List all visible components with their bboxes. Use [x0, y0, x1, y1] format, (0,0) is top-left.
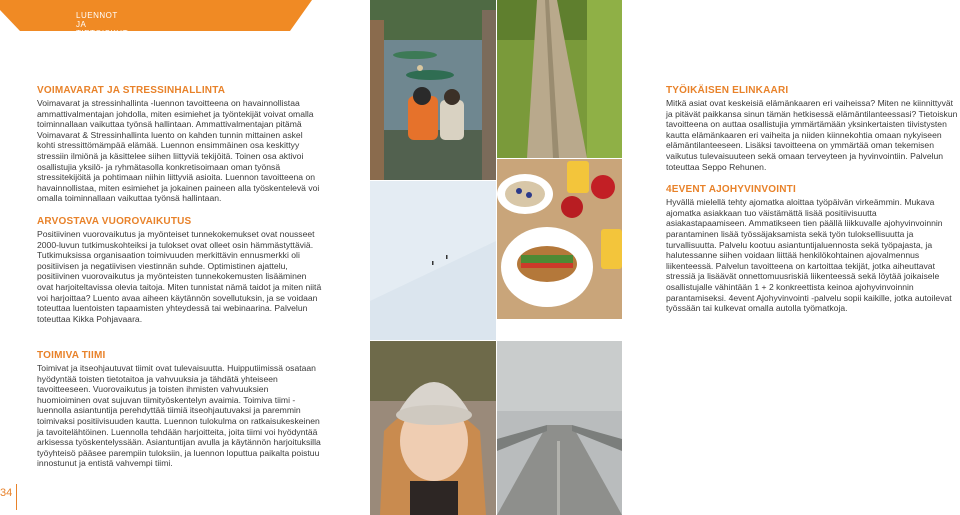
photo-country-road — [497, 0, 622, 158]
banner-shape — [0, 0, 312, 32]
section-elinkaari — [666, 85, 958, 172]
photo-breakfast — [497, 159, 622, 319]
section-body: Toimivat ja itseohjautuvat tiimit ovat tulevaisuutta. Huipputiimissä osataan hyödyntää toisten tietotaitoa ja vahvuuksia ja tähdätä yhteiseen tavoitteeseen. Vuorovaikutus ja toisten ihmisten vahvuuksien huomioiminen ovat sujuvan tiimityöskentelyn avaimia. Toimiva tiimi -luennolla asiantuntija perehdyttää tiimiä itseohjautuvaksi ja paremmin toimivaksi positiivisuuden kautta. Luennon tulokulma on ratkaisukeskeinen ja tavoitelähtöinen. Luennolla tehdään harjoitteita, joita tiimi voi hyödyntää arkisessa työskentelyssään. Asiantuntijan avulla ja käytännön harjoituksilla työyhteisö pääsee parempiin tuloksiin, ja luennon loputtua paikalta poistuu innostunut ja entistä vahvempi tiimi. — [37, 363, 321, 469]
section-voimavarat — [37, 85, 322, 204]
right-column — [666, 85, 958, 325]
photo-canoeing — [370, 0, 496, 180]
section-arvostava — [37, 216, 322, 324]
section-body: Mitkä asiat ovat keskeisiä elämänkaaren eri vaiheissa? Miten ne kiinnittyvät ja pitävät paikkansa sinun tämän hetkisessä elämäntilanteessasi? Tietoiskun tavoitteena on auttaa osallistujia ymmärtämään yksinkertaisten tiivistysten kautta elämänkaaren eri vaiheita ja niiden kiinnekohtia omaan nykyiseen elämäntilanteeseen. Lisäksi tavoitteena on ymmärtää oman tekemisen vaikutus tulevaisuuteen sekä omaan terveyteen ja hyvinvointiin. Palvelun toteuttaa Seppo Rehunen. — [666, 98, 958, 172]
page-number-rule — [16, 484, 17, 510]
left-column — [37, 85, 322, 335]
banner-label: LUENNOT JA TIETOISKUT — [76, 11, 128, 38]
section-body: Voimavarat ja stressinhallinta -luennon tavoitteena on havainnollistaa ammattivalmentajan johdolla, miten esimiehet ja työntekijät voivat omalla toiminnallaan vaikuttaa työnsä hallintaan. Ammattivalmentajan pitämä Voimavarat & Stressinhallinta luento on kahden tunnin mittainen askel kohti stressittömämpää elämää. Luennon ensimmäinen osa keskittyy stressiin ilmiönä ja käsittelee siihen liittyviä tekijöitä. Toinen osa aktivoi osallistujia yksilö- ja ryhmätasolla konkretisoimaan oman työnsä stressitekijöitä ja pohtimaan niihin liittyviä asioita. Luennon tavoitteena on havainnollistaa, miten esimiehet ja jokainen paineen alla työskentelevä voi omalla toiminnallaan vaikuttaa työnsä hallintaan. — [37, 98, 320, 204]
section-title: TYÖIKÄISEN ELINKAARI — [666, 85, 789, 96]
section-body: Hyvällä mielellä tehty ajomatka aloittaa työpäivän virkeämmin. Mukava ajomatka asiakkaan tuo väistämättä lisää positiivisuutta asiakastapaamiseen. Ammatikseen tien päällä liikkuvalle ajohyvinvoinnin parantaminen lisää työssäjaksamista sekä työn tuloksellisuutta ja turvallisuutta. Palvelu kootuu asiantuntijaluennosta sekä työpajasta, ja halutessanne siihen voidaan liittää henkilökohtainen ajovalmennus liikenteessä. Palvelun tavoitteena on kartoittaa tekijät, jotka aiheuttavat stressiä ja lisäävät onnettomuusriskiä liikenteessä sekä löytää joikaisele osallistujalle vähintään 1 + 2 konkreettista keinoa ajohyvinvoinnin parantamiseksi. 4event Ajohyvinvointi -palvelu sopii kaikille, jotka autoilevat työssään tai kulkevat omalla autolla työmatkoja. — [666, 197, 952, 314]
photo-snow-field — [370, 181, 496, 340]
left-column-lower — [37, 350, 322, 480]
section-title: ARVOSTAVA VUOROVAIKUTUS — [37, 215, 192, 227]
page-number: 34 — [0, 487, 13, 499]
photo-woman-knit-hat — [370, 341, 496, 515]
photo-misty-bridge — [497, 341, 622, 515]
section-body: Positiivinen vuorovaikutus ja myönteiset tunnekokemukset ovat nousseet 2000-luvun tutkimuskohteiksi ja tulokset ovat olleet osin hämmästyttäviä. Tutkimuksissa organisaation toimivuuden merkittävin ennusmerkki oli positiivisen ja negatiivisen viestinnän suhde. Optimistinen ajattelu, positiivinen vuorovaikutus ja myönteisten tunnekokemusten lisääminen ovat harjoiteltavissa olevia taitoja. Miten tunnistat nämä taidot ja miten niitä voi harjoittaa? Luento avaa aiheen käytännön sovellutuksin, ja se voidaan toteuttaa luentoisten tapaamisten yhteydessä tai webinaarina. Palvelun toteuttaa Kikka Pohjavaara. — [37, 228, 322, 324]
section-toimiva-tiimi — [37, 350, 322, 469]
section-title: VOIMAVARAT JA STRESSINHALLINTA — [37, 85, 226, 96]
section-ajohyvinvointi — [666, 184, 958, 314]
section-title: 4EVENT AJOHYVINVOINTI — [666, 184, 796, 196]
section-title: TOIMIVA TIIMI — [37, 350, 106, 361]
